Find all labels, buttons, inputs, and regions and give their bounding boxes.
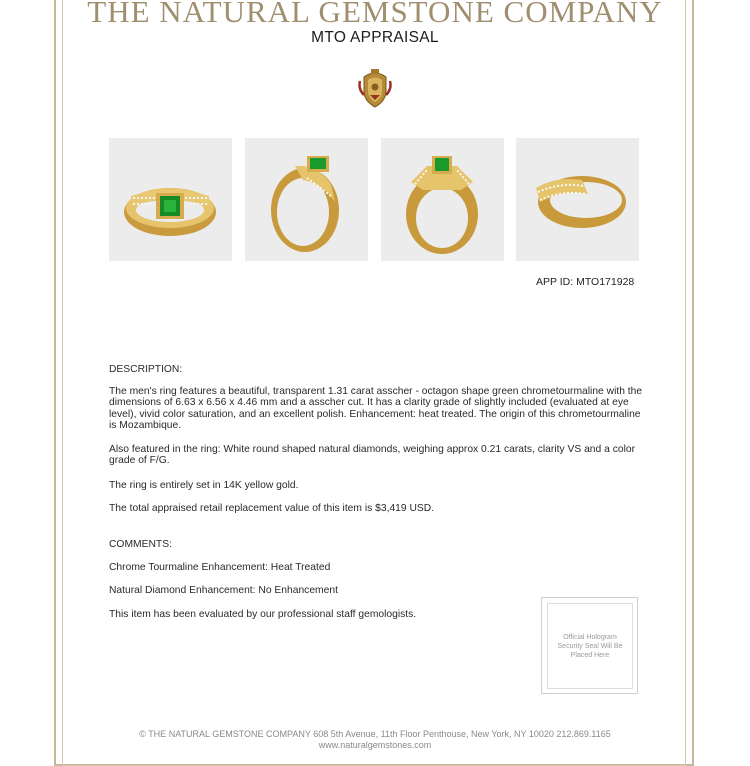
appraisal-id: APP ID: MTO171928 [536, 276, 635, 288]
ring-photo-head-on [381, 138, 504, 261]
comment-line: Natural Diamond Enhancement: No Enhancement [109, 585, 338, 596]
comment-line: Chrome Tourmaline Enhancement: Heat Treated [109, 562, 331, 573]
description-heading: DESCRIPTION: [109, 364, 183, 375]
ring-photo-profile [516, 138, 639, 261]
comments-heading: COMMENTS: [109, 539, 172, 550]
hologram-seal-placeholder [541, 597, 638, 694]
hologram-seal-text: Official Hologram Security Seal Will Be Placed Here [547, 603, 633, 689]
comment-line: This item has been evaluated by our professional staff gemologists. [109, 609, 417, 620]
description-paragraph: The total appraised retail replacement value of this item is $3,419 USD. [109, 503, 435, 514]
footer-address: © THE NATURAL GEMSTONE COMPANY 608 5th Avenue, 11th Floor Penthouse, New York, NY 10020 212.869.1165 [139, 729, 611, 739]
description-paragraph: The men's ring features a beautiful, transparent 1.31 carat asscher - octagon shape green chrometourmaline with the dimensions of 6.63 x 6.56 x 4.46 mm and a asscher cut. It has a clarity grade of slightly included (evaluated at eye level), vivid color saturation, and an excellent polish. Enhancement: heat treated. The origin of this chrometourmaline is Mozambique. [109, 386, 643, 432]
document-title: MTO APPRAISAL [311, 29, 439, 46]
company-name: THE NATURAL GEMSTONE COMPANY [87, 0, 663, 29]
company-crest-logo [356, 67, 394, 109]
ring-photo-front [109, 138, 232, 261]
ring-photo-side [245, 138, 368, 261]
footer-website: www.naturalgemstones.com [318, 740, 432, 750]
description-paragraph: Also featured in the ring: White round shaped natural diamonds, weighing approx 0.21 carats, clarity VS and a color grade of F/G. [109, 444, 636, 467]
description-paragraph: The ring is entirely set in 14K yellow gold. [109, 480, 299, 491]
